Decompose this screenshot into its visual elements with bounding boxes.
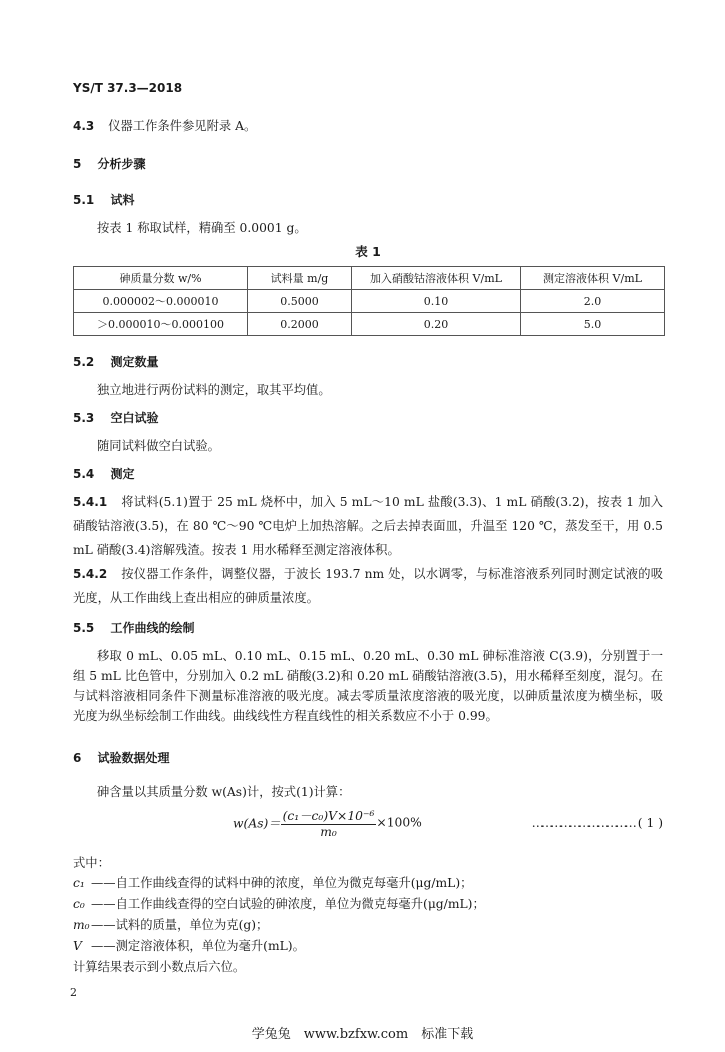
table-cell: 0.000002～0.000010: [74, 290, 248, 313]
formula-denominator: m₀: [320, 825, 337, 839]
section-6-heading: [73, 748, 663, 768]
table-row: [74, 290, 665, 313]
table-header: 试料量 m/g: [248, 267, 352, 290]
variable-description: ——自工作曲线查得的空白试验的砷浓度，单位为微克每毫升(μg/mL)；: [91, 897, 485, 911]
section-number: 6: [73, 751, 82, 765]
table-cell: 0.10: [352, 290, 521, 313]
section-text: 仪器工作条件参见附录 A。: [108, 119, 257, 133]
table-caption: 表 1: [355, 244, 381, 259]
dot-leader: ……………………………: [531, 815, 634, 830]
table-cell: 0.2000: [248, 313, 352, 336]
section-5-heading: [73, 154, 663, 174]
table-cell: 5.0: [521, 313, 665, 336]
section-number: 5: [73, 157, 82, 171]
section-number: 5.3: [73, 411, 95, 425]
section-5-4-heading: [73, 464, 663, 484]
table-1: [73, 266, 665, 336]
section-5-2-text: 独立地进行两份试料的测定，取其平均值。: [97, 383, 331, 397]
table-header-row: [74, 267, 665, 290]
formula-1: [233, 806, 422, 839]
variable-item: [73, 894, 663, 915]
formula-rhs: ×100%: [376, 815, 422, 830]
table-cell: ＞0.000010～0.000100: [74, 313, 248, 336]
table-cell: 2.0: [521, 290, 665, 313]
variable-description: ——试料的质量，单位为克(g)；: [91, 918, 269, 932]
equation-number: [532, 816, 663, 830]
standard-number: YS/T 37.3—2018: [73, 81, 183, 95]
variable-list: [73, 873, 663, 978]
table-cell: 0.5000: [248, 290, 352, 313]
section-5-1-text: 按表 1 称取试样，精确至 0.0001 g。: [97, 221, 307, 235]
section-number: 4.3: [73, 119, 95, 133]
section-5-3-heading: [73, 408, 663, 428]
table-row: [74, 313, 665, 336]
section-text: 将试料(5.1)置于 25 mL 烧杯中，加入 5 mL～10 mL 盐酸(3.3)、1 mL 硝酸(3.2)，按表 1 加入硝酸钴溶液(3.5)，在 80 ℃～90 ℃电炉上加热溶解。之后去掉表面皿，升温至 120 ℃，蒸发至干，用 0.5 mL 硝酸(3.4)溶解残渣。按表 1 用水稀释至测定溶液体积。: [73, 495, 663, 557]
section-number: 5.1: [73, 193, 95, 207]
formula-row: [73, 806, 663, 839]
result-precision: 计算结果表示到小数点后六位。: [73, 960, 246, 974]
table-header: 砷质量分数 w/%: [74, 267, 248, 290]
table-cell: 0.20: [352, 313, 521, 336]
section-5-3-text: 随同试料做空白试验。: [97, 439, 220, 453]
section-number: 5.4: [73, 467, 95, 481]
table-header: 加入硝酸钴溶液体积 V/mL: [352, 267, 521, 290]
variable-item: [73, 915, 663, 936]
section-5-4-1: [73, 490, 663, 562]
variable-symbol: c₁: [73, 876, 85, 890]
page-number: 2: [70, 986, 77, 999]
section-title: 空白试验: [110, 411, 159, 425]
section-title: 试验数据处理: [97, 751, 170, 765]
variable-symbol: V: [73, 939, 82, 953]
section-title: 测定: [110, 467, 135, 481]
section-number: 5.2: [73, 355, 95, 369]
variable-symbol: c₀: [73, 897, 85, 911]
footer-watermark: 学兔兔 www.bzfxw.com 标准下载: [251, 1027, 474, 1042]
section-number: 5.5: [73, 621, 95, 635]
formula-lhs: w(As)＝: [233, 816, 281, 831]
section-5-1-heading: [73, 190, 663, 210]
section-5-2-heading: [73, 352, 663, 372]
section-5-5-text: 移取 0 mL、0.05 mL、0.10 mL、0.15 mL、0.20 mL、0.30 mL 砷标准溶液 C(3.9)，分别置于一组 5 mL 比色管中，分别加入 0.2 mL 硝酸(3.2)和 0.20 mL 硝酸钴溶液(3.5)，用水稀释至刻度，混匀。在与试料溶液相同条件下测量标准溶液的吸光度。减去零质量浓度溶液的吸光度，以砷质量浓度为横坐标，吸光度为纵坐标绘制工作曲线。曲线线性方程直线性的相关系数应不小于 0.99。: [73, 649, 663, 723]
variable-description: ——测定溶液体积，单位为毫升(mL)。: [91, 939, 305, 953]
equation-label: ( 1 ): [637, 815, 663, 830]
variable-item: [73, 936, 663, 957]
variable-symbol: m₀: [73, 918, 90, 932]
section-title: 工作曲线的绘制: [110, 621, 195, 635]
variable-item: [73, 873, 663, 894]
section-title: 试料: [110, 193, 135, 207]
table-header: 测定溶液体积 V/mL: [521, 267, 665, 290]
section-number: 5.4.1: [73, 495, 108, 509]
section-number: 5.4.2: [73, 567, 108, 581]
section-title: 分析步骤: [97, 157, 146, 171]
section-5-5-heading: [73, 618, 663, 638]
formula-numerator: (c₁－c₀)V×10⁻⁶: [281, 806, 377, 825]
section-6-intro: 砷含量以其质量分数 w(As)计，按式(1)计算：: [97, 785, 351, 799]
formula-fraction: [281, 806, 377, 839]
section-4-3: [73, 116, 663, 136]
section-text: 按仪器工作条件，调整仪器，于波长 193.7 nm 处，以水调零，与标准溶液系列同时测定试液的吸光度，从工作曲线上查出相应的砷质量浓度。: [73, 567, 663, 605]
section-5-4-2: [73, 562, 663, 610]
variable-description: ——自工作曲线查得的试料中砷的浓度，单位为微克每毫升(μg/mL)；: [91, 876, 473, 890]
section-title: 测定数量: [110, 355, 159, 369]
where-label: 式中：: [73, 856, 110, 870]
